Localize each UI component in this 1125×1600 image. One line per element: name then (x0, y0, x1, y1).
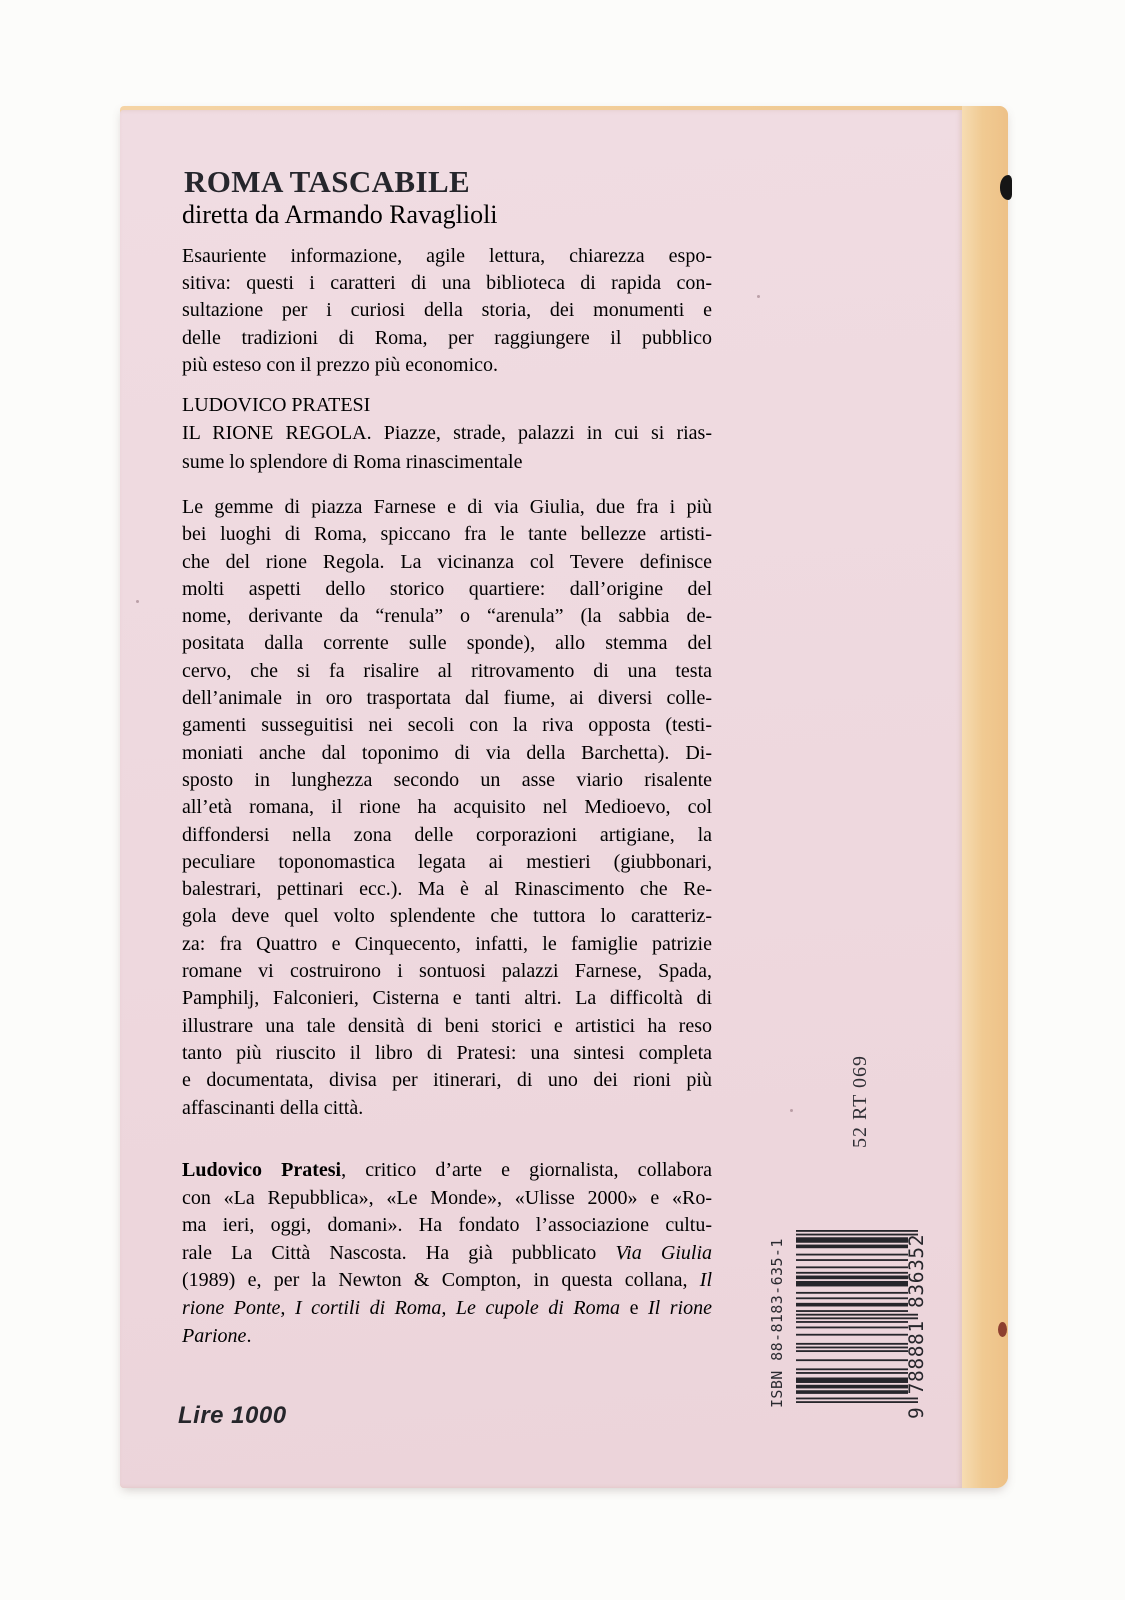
text-segment: e (620, 1296, 649, 1319)
series-title: ROMA TASCABILE (184, 164, 471, 199)
ean-barcode (796, 1230, 918, 1403)
ean-number: 9 788881 836352 (905, 1233, 928, 1419)
text-segment: Via Giulia (615, 1241, 712, 1264)
text-line: sultazione per i curiosi della storia, dei monumenti e (182, 299, 712, 322)
book-page-edges (962, 106, 1008, 1488)
text-line: Le gemme di piazza Farnese e di via Giulia, due fra i più (182, 496, 712, 518)
work-title (182, 419, 712, 476)
text-line: romane vi costruirono i sontuosi palazzi Farnese, Spada, (182, 960, 712, 983)
catalog-code: 52 RT 069 (849, 1055, 871, 1148)
text-line: sposto in lunghezza secondo un asse viario risalente (182, 768, 712, 791)
text-line: all’età romana, il rione ha acquisito nel Medioevo, col (182, 796, 712, 819)
author-bio-paragraph (182, 1157, 712, 1350)
text-line: Pamphilj, Falconieri, Cisterna e tanti altri. La difficoltà di (182, 987, 712, 1010)
text-segment: Ludovico Pratesi (182, 1159, 342, 1181)
text-line: gola deve quel volto splendente che tuttora lo caratteriz- (182, 905, 712, 928)
isbn-label: ISBN 88-8183-635-1 (768, 1238, 786, 1408)
text-segment: Il rione (648, 1296, 712, 1319)
text-segment: rale La Città Nascosta. Ha già pubblicato (182, 1241, 616, 1264)
text-line (182, 1185, 712, 1213)
series-blurb (182, 243, 712, 379)
edge-mark-dark (1000, 175, 1012, 200)
text-line: peculiare toponomastica legata ai mestieri (giubbonari, (182, 850, 712, 873)
text-line: dell’animale in oro trasportata dal fiume, ai diversi colle- (182, 687, 712, 710)
price-label: Lire 1000 (178, 1402, 287, 1429)
text-line (182, 1157, 712, 1185)
dust-speck (136, 600, 139, 603)
text-line: positata dalla corrente sulle sponde), allo stemma del (182, 632, 712, 655)
text-line: IL RIONE REGOLA. Piazze, strade, palazzi in cui si rias- (182, 422, 712, 445)
text-line: bei luoghi di Roma, spiccano fra le tante bellezze artisti- (182, 523, 712, 546)
text-line: sitiva: questi i caratteri di una biblioteca di rapida con- (182, 272, 712, 295)
text-segment: Parione (182, 1324, 247, 1347)
text-line: balestrari, pettinari ecc.). Ma è al Rinascimento che Re- (182, 878, 712, 901)
text-segment: con «La Repubblica», «Le Monde», «Ulisse 2000» e «Ro- (182, 1186, 712, 1209)
text-line: Esauriente informazione, agile lettura, chiarezza espo- (182, 245, 712, 267)
text-segment: rione Ponte, I cortili di Roma, Le cupole di Roma (182, 1296, 621, 1319)
text-line: nome, derivante da “renula” o “arenula” (la sabbia de- (182, 605, 712, 628)
text-segment: Il (699, 1269, 712, 1292)
text-line (182, 1295, 712, 1323)
text-line: delle tradizioni di Roma, per raggiungere il pubblico (182, 326, 712, 349)
text-segment: (1989) e, per la Newton & Compton, in questa collana, (182, 1269, 700, 1292)
text-line: moniati anche dal toponimo di via della Barchetta). Di- (182, 741, 712, 764)
text-line: che del rione Regola. La vicinanza col Tevere definisce (182, 550, 712, 573)
text-line (182, 1323, 712, 1351)
text-line (182, 1267, 712, 1295)
text-line: più esteso con il prezzo più economico. (182, 353, 499, 376)
text-line: molti aspetti dello storico quartiere: dall’origine del (182, 577, 712, 600)
description-paragraph (182, 494, 712, 1122)
series-editor-line: diretta da Armando Ravaglioli (182, 200, 498, 229)
text-line: cervo, che si fa risalire al ritrovamento di una testa (182, 659, 712, 682)
text-line: affascinanti della città. (182, 1096, 364, 1119)
dust-speck (757, 295, 760, 298)
text-segment: , critico d’arte e giornalista, collabora (341, 1159, 712, 1181)
text-line: za: fra Quattro e Cinquecento, infatti, le famiglie patrizie (182, 932, 712, 955)
text-line (182, 1212, 712, 1240)
text-line: sume lo splendore di Roma rinascimentale (182, 450, 523, 473)
edge-mark-red (998, 1322, 1007, 1337)
work-heading (182, 391, 712, 476)
text-line: tanto più riuscito il libro di Pratesi: una sintesi completa (182, 1041, 712, 1064)
work-author: LUDOVICO PRATESI (182, 394, 371, 416)
text-line (182, 1240, 712, 1268)
text-line: e documentata, divisa per itinerari, di uno dei rioni più (182, 1069, 712, 1092)
text-line: gamenti susseguitisi nei secoli con la riva opposta (testi- (182, 714, 712, 737)
text-line: illustrare una tale densità di beni storici e artistici ha reso (182, 1014, 712, 1037)
text-line: diffondersi nella zona delle corporazioni artigiane, la (182, 823, 712, 846)
text-segment: . (246, 1324, 252, 1347)
text-segment: ma ieri, oggi, domani». Ha fondato l’associazione cultu- (182, 1214, 712, 1237)
dust-speck (790, 1109, 793, 1112)
